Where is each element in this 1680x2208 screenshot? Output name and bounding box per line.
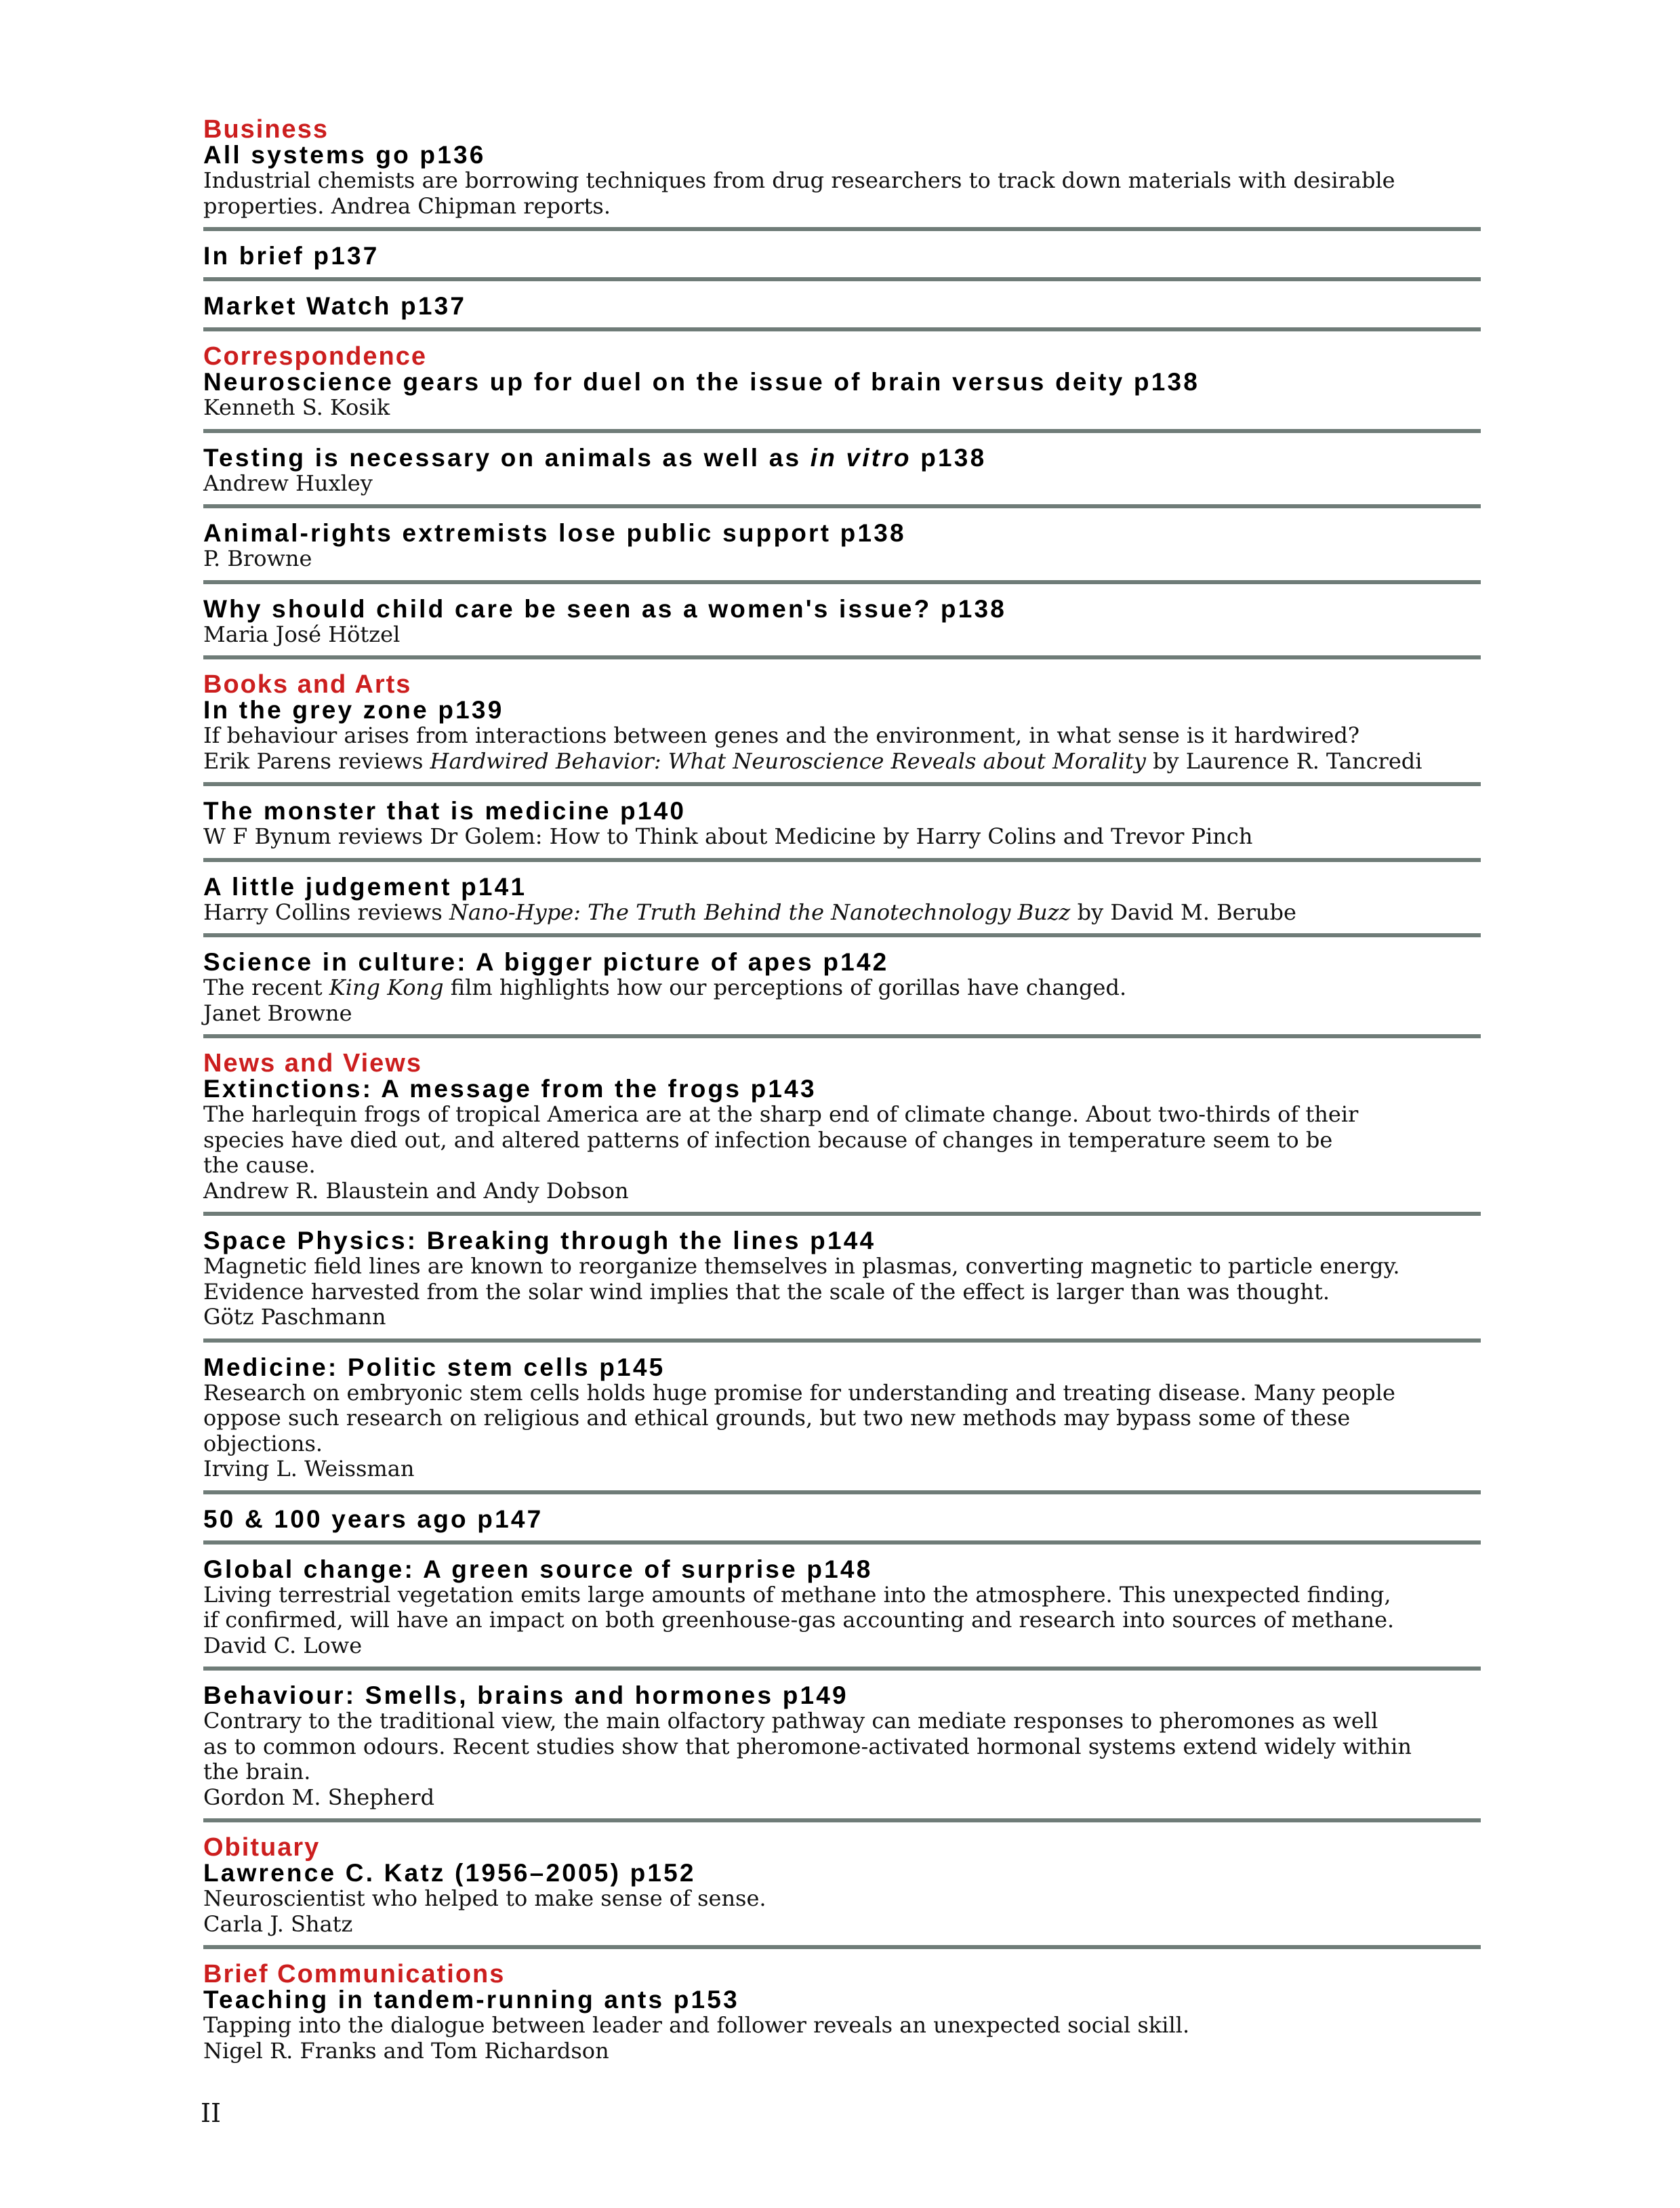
article-title-text: Medicine: Politic stem cells p145	[203, 1353, 665, 1381]
article-title[interactable]	[203, 1557, 1481, 1582]
toc-entry	[203, 596, 1481, 660]
article-author: Kenneth S. Kosik	[203, 394, 390, 420]
article-title[interactable]	[203, 520, 1481, 546]
article-description: Industrial chemists are borrowing techniques from drug researchers to track down materials with desirable	[203, 167, 1395, 193]
article-description: Research on embryonic stem cells holds huge promise for understanding and treating disease. Many people	[203, 1379, 1395, 1406]
section-heading-books-and-arts: Books and Arts	[203, 670, 412, 699]
article-title[interactable]	[203, 949, 1481, 975]
article-author: Andrew Huxley	[203, 470, 373, 496]
toc-entry	[203, 1355, 1481, 1494]
toc-entry	[203, 1507, 1481, 1545]
book-title: King Kong	[329, 975, 444, 1000]
toc-entry	[203, 520, 1481, 584]
article-title-text: Testing is necessary on animals as well as	[203, 443, 811, 472]
section-heading-business: Business	[203, 115, 329, 144]
article-description: the brain.	[203, 1759, 311, 1784]
article-title-text: Animal-rights extremists lose public support p138	[203, 519, 906, 547]
page-number: II	[201, 2098, 222, 2128]
article-title[interactable]	[203, 1683, 1481, 1709]
article-title-text: Teaching in tandem-running ants p153	[203, 1986, 739, 2013]
article-title-text: Science in culture: A bigger picture of apes p142	[203, 948, 889, 976]
article-title[interactable]	[203, 1228, 1481, 1254]
description-text: Erik Parens reviews	[203, 748, 430, 774]
book-title: Hardwired Behavior: What Neuroscience Reveals about Morality	[430, 748, 1146, 774]
toc-entry	[203, 874, 1481, 938]
article-author: Nigel R. Franks and Tom Richardson	[203, 2037, 609, 2064]
article-description	[203, 975, 1481, 1001]
article-author: David C. Lowe	[203, 1632, 363, 1658]
article-author: Carla J. Shatz	[203, 1910, 353, 1937]
article-title[interactable]	[203, 1076, 1481, 1102]
article-description: if confirmed, will have an impact on both greenhouse-gas accounting and research into sources of methane.	[203, 1607, 1395, 1633]
article-description: oppose such research on religious and ethical grounds, but two new methods may bypass some of these	[203, 1405, 1351, 1431]
article-description: the cause.	[203, 1152, 316, 1178]
description-text: The recent	[203, 975, 329, 1000]
article-title[interactable]	[203, 697, 1481, 723]
article-description: If behaviour arises from interactions between genes and the environment, in what sense is it hardwired?	[203, 722, 1360, 748]
article-title-text: The monster that is medicine p140	[203, 797, 687, 825]
toc-entry	[203, 293, 1481, 331]
article-title[interactable]	[203, 874, 1481, 900]
article-title-text: Global change: A green source of surprise p148	[203, 1555, 873, 1583]
toc-entry	[203, 1961, 1481, 2072]
description-text: by David M. Berube	[1070, 899, 1296, 925]
article-title[interactable]	[203, 1860, 1481, 1886]
article-title-text: p138	[911, 443, 987, 472]
table-of-contents	[203, 117, 1481, 2084]
article-description: The harlequin frogs of tropical America are at the sharp end of climate change. About two-thirds of their	[203, 1101, 1359, 1127]
article-title[interactable]	[203, 293, 1481, 319]
article-title[interactable]	[203, 142, 1481, 168]
article-title-text: Extinctions: A message from the frogs p143	[203, 1075, 817, 1103]
article-title[interactable]	[203, 369, 1481, 395]
description-text: film highlights how our perceptions of gorillas have changed.	[443, 975, 1127, 1000]
article-author: Maria José Hötzel	[203, 621, 401, 647]
article-description: as to common odours. Recent studies show that pheromone-activated hormonal systems extend widely within	[203, 1733, 1412, 1759]
article-title-text: Neuroscience gears up for duel on the issue of brain versus deity p138	[203, 368, 1200, 396]
toc-entry	[203, 1557, 1481, 1671]
section-heading-news-and-views: News and Views	[203, 1049, 422, 1078]
article-author: P. Browne	[203, 546, 312, 571]
article-description	[203, 900, 1481, 926]
article-title-text: Why should child care be seen as a women's issue? p138	[203, 594, 1007, 623]
toc-entry	[203, 949, 1481, 1038]
toc-entry	[203, 117, 1481, 231]
article-description: Neuroscientist who helped to make sense of sense.	[203, 1885, 766, 1911]
article-author: Irving L. Weissman	[203, 1456, 415, 1481]
book-title: Nano-Hype: The Truth Behind the Nanotechnology Buzz	[449, 899, 1071, 925]
article-title[interactable]	[203, 1507, 1481, 1532]
article-title-text: All systems go p136	[203, 141, 486, 169]
article-title-text: Market Watch p137	[203, 292, 467, 320]
article-title[interactable]	[203, 798, 1481, 824]
article-description: properties. Andrea Chipman reports.	[203, 192, 611, 219]
article-title-text: In the grey zone p139	[203, 696, 504, 724]
article-title-text: A little judgement p141	[203, 872, 527, 901]
toc-entry	[203, 1228, 1481, 1343]
article-title-text: Lawrence C. Katz (1956–2005) p152	[203, 1859, 696, 1887]
article-author: Götz Paschmann	[203, 1304, 386, 1330]
description-text: by Laurence R. Tancredi	[1145, 748, 1422, 774]
article-author: Gordon M. Shepherd	[203, 1784, 435, 1810]
description-text: Harry Collins reviews	[203, 899, 449, 925]
article-title[interactable]	[203, 1987, 1481, 2013]
article-title[interactable]	[203, 243, 1481, 269]
section-heading-obituary: Obituary	[203, 1833, 321, 1862]
toc-entry	[203, 1683, 1481, 1822]
article-description	[203, 749, 1481, 775]
article-description: objections.	[203, 1430, 323, 1456]
section-heading-brief-communications: Brief Communications	[203, 1960, 506, 1988]
article-description: Magnetic field lines are known to reorganize themselves in plasmas, converting magnetic to particle energy.	[203, 1253, 1400, 1279]
section-heading-correspondence: Correspondence	[203, 342, 427, 371]
article-title-italic: in vitro	[810, 443, 911, 472]
article-title-text: Behaviour: Smells, brains and hormones p149	[203, 1681, 848, 1709]
article-author: Andrew R. Blaustein and Andy Dobson	[203, 1177, 629, 1204]
toc-entry	[203, 1050, 1481, 1216]
toc-entry	[203, 672, 1481, 786]
article-author: Janet Browne	[203, 1000, 352, 1026]
article-title[interactable]	[203, 1355, 1481, 1381]
article-description: species have died out, and altered patterns of infection because of changes in temperature seem to be	[203, 1126, 1333, 1153]
article-title[interactable]	[203, 445, 1481, 471]
article-description: W F Bynum reviews Dr Golem: How to Think about Medicine by Harry Colins and Trevor Pinch	[203, 823, 1253, 849]
article-description: Contrary to the traditional view, the main olfactory pathway can mediate responses to pheromones as well	[203, 1708, 1378, 1734]
article-title-text: In brief p137	[203, 242, 380, 270]
toc-entry	[203, 243, 1481, 281]
article-description: Tapping into the dialogue between leader and follower reveals an unexpected social skill.	[203, 2012, 1190, 2038]
toc-entry	[203, 798, 1481, 862]
toc-entry	[203, 1835, 1481, 1949]
article-description: Living terrestrial vegetation emits large amounts of methane into the atmosphere. This unexpected finding,	[203, 1581, 1391, 1608]
article-title[interactable]	[203, 596, 1481, 622]
article-description: Evidence harvested from the solar wind implies that the scale of the effect is larger than was thought.	[203, 1278, 1330, 1305]
article-title-text: 50 & 100 years ago p147	[203, 1505, 544, 1533]
article-title-text: Space Physics: Breaking through the lines p144	[203, 1227, 876, 1254]
toc-entry	[203, 445, 1481, 509]
toc-entry	[203, 344, 1481, 433]
